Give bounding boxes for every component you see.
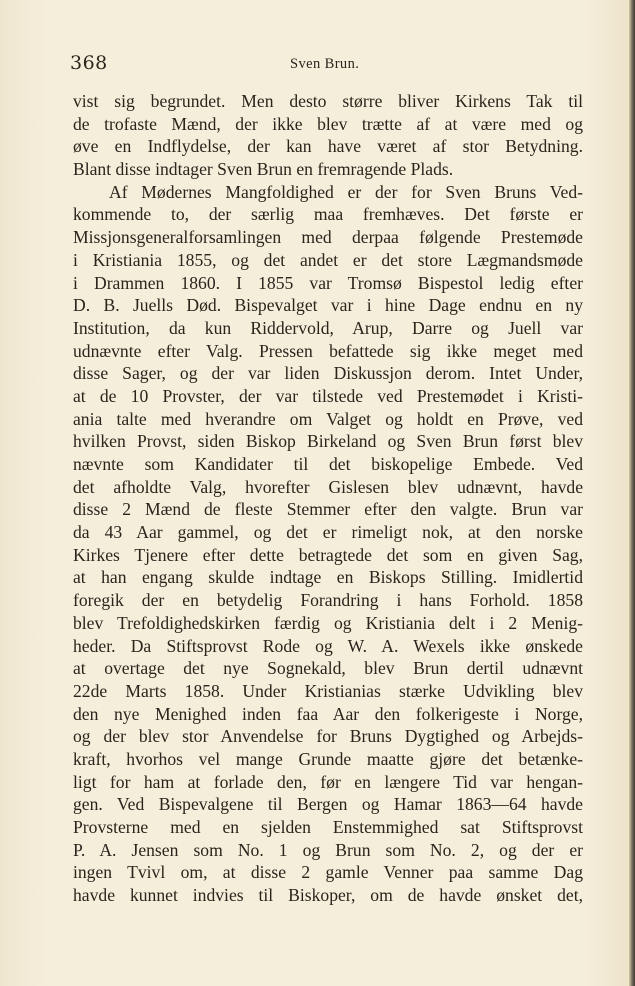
- text-line: D. B. Juells Død. Bispevalget var i hine Dage endnu en ny: [73, 295, 583, 316]
- running-head: Sven Brun.: [290, 56, 360, 72]
- text-line: nævnte som Kandidater til det biskopelige Embede. Ved: [73, 454, 583, 474]
- text-line: det afholdte Valg, hvorefter Gislesen blev udnævnt, havde: [73, 476, 583, 497]
- text-line: Provsterne med en sjelden Enstemmighed sat Stiftsprovst: [73, 817, 583, 837]
- text-line: den nye Menighed inden faa Aar den folkerigeste i Norge,: [73, 703, 583, 724]
- text-line: havde kunnet indvies til Biskoper, om de havde ønsket det,: [73, 885, 583, 906]
- text-line: foregik der en betydelig Forandring i hans Forhold. 1858: [73, 590, 583, 611]
- text-line: blev Trefoldighedskirken færdig og Kristiania delt i 2 Menig-: [73, 612, 583, 633]
- text-line: vist sig begrundet. Men desto større bliver Kirkens Tak til: [73, 91, 583, 111]
- text-line: at han engang skulde indtage en Biskops Stilling. Imidlertid: [73, 567, 583, 588]
- text-line: kommende to, der særlig maa fremhæves. Det første er: [73, 204, 583, 225]
- page-header: [70, 52, 582, 78]
- page-number: 368: [70, 52, 108, 74]
- text-line: ingen Tvivl om, at disse 2 gamle Venner paa samme Dag: [73, 862, 583, 883]
- text-line: i Kristiania 1855, og det andet er det store Lægmandsmøde: [73, 249, 583, 270]
- body-text: [73, 90, 583, 907]
- text-line: ligt for ham at forlade den, før en længere Tid var hengan-: [73, 771, 583, 792]
- page-edge-shadow: [629, 0, 635, 986]
- text-line: Missjonsgeneralforsamlingen med derpaa følgende Prestemøde: [73, 227, 583, 248]
- text-line: hvilken Provst, siden Biskop Birkeland og Sven Brun først blev: [73, 431, 583, 452]
- text-line: kraft, hvorhos vel mange Grunde maatte gjøre det betænke-: [73, 748, 583, 769]
- text-line: heder. Da Stiftsprovst Rode og W. A. Wexels ikke ønskede: [73, 635, 583, 656]
- text-line: P. A. Jensen som No. 1 og Brun som No. 2, og der er: [73, 839, 583, 860]
- text-line: disse 2 Mænd de fleste Stemmer efter den valgte. Brun var: [73, 499, 583, 520]
- text-line: da 43 Aar gammel, og det er rimeligt nok, at den norske: [73, 522, 583, 543]
- text-line: at overtage det nye Sognekald, blev Brun dertil udnævnt: [73, 658, 583, 679]
- text-line: Institution, da kun Riddervold, Arup, Darre og Juell var: [73, 317, 583, 338]
- paragraph-start-line: Af Mødernes Mangfoldighed er der for Sven Bruns Ved-: [109, 181, 583, 202]
- text-line: at de 10 Provster, der var tilstede ved Prestemødet i Kristi-: [73, 385, 583, 406]
- text-line: i Drammen 1860. I 1855 var Tromsø Bispestol ledig efter: [73, 272, 583, 293]
- text-line: Blant disse indtager Sven Brun en fremragende Plads.: [73, 159, 454, 180]
- text-line: disse Sager, og der var liden Diskussjon derom. Intet Under,: [73, 363, 583, 384]
- text-line: ania talte med hverandre om Valget og holdt en Prøve, ved: [73, 408, 583, 429]
- text-line: gen. Ved Bispevalgene til Bergen og Hamar 1863—64 havde: [73, 794, 583, 815]
- text-line: udnævnte efter Valg. Pressen befattede sig ikke meget med: [73, 340, 583, 361]
- text-line: 22de Marts 1858. Under Kristianias stærke Udvikling blev: [73, 680, 583, 701]
- text-line: de trofaste Mænd, der ikke blev trætte af at være med og: [73, 113, 583, 134]
- text-line: Kirkes Tjenere efter dette betragtede det som en given Sag,: [73, 544, 583, 565]
- text-line: øve en Indflydelse, der kan have været af stor Betydning.: [73, 136, 583, 157]
- text-line: og der blev stor Anvendelse for Bruns Dygtighed og Arbejds-: [73, 726, 583, 747]
